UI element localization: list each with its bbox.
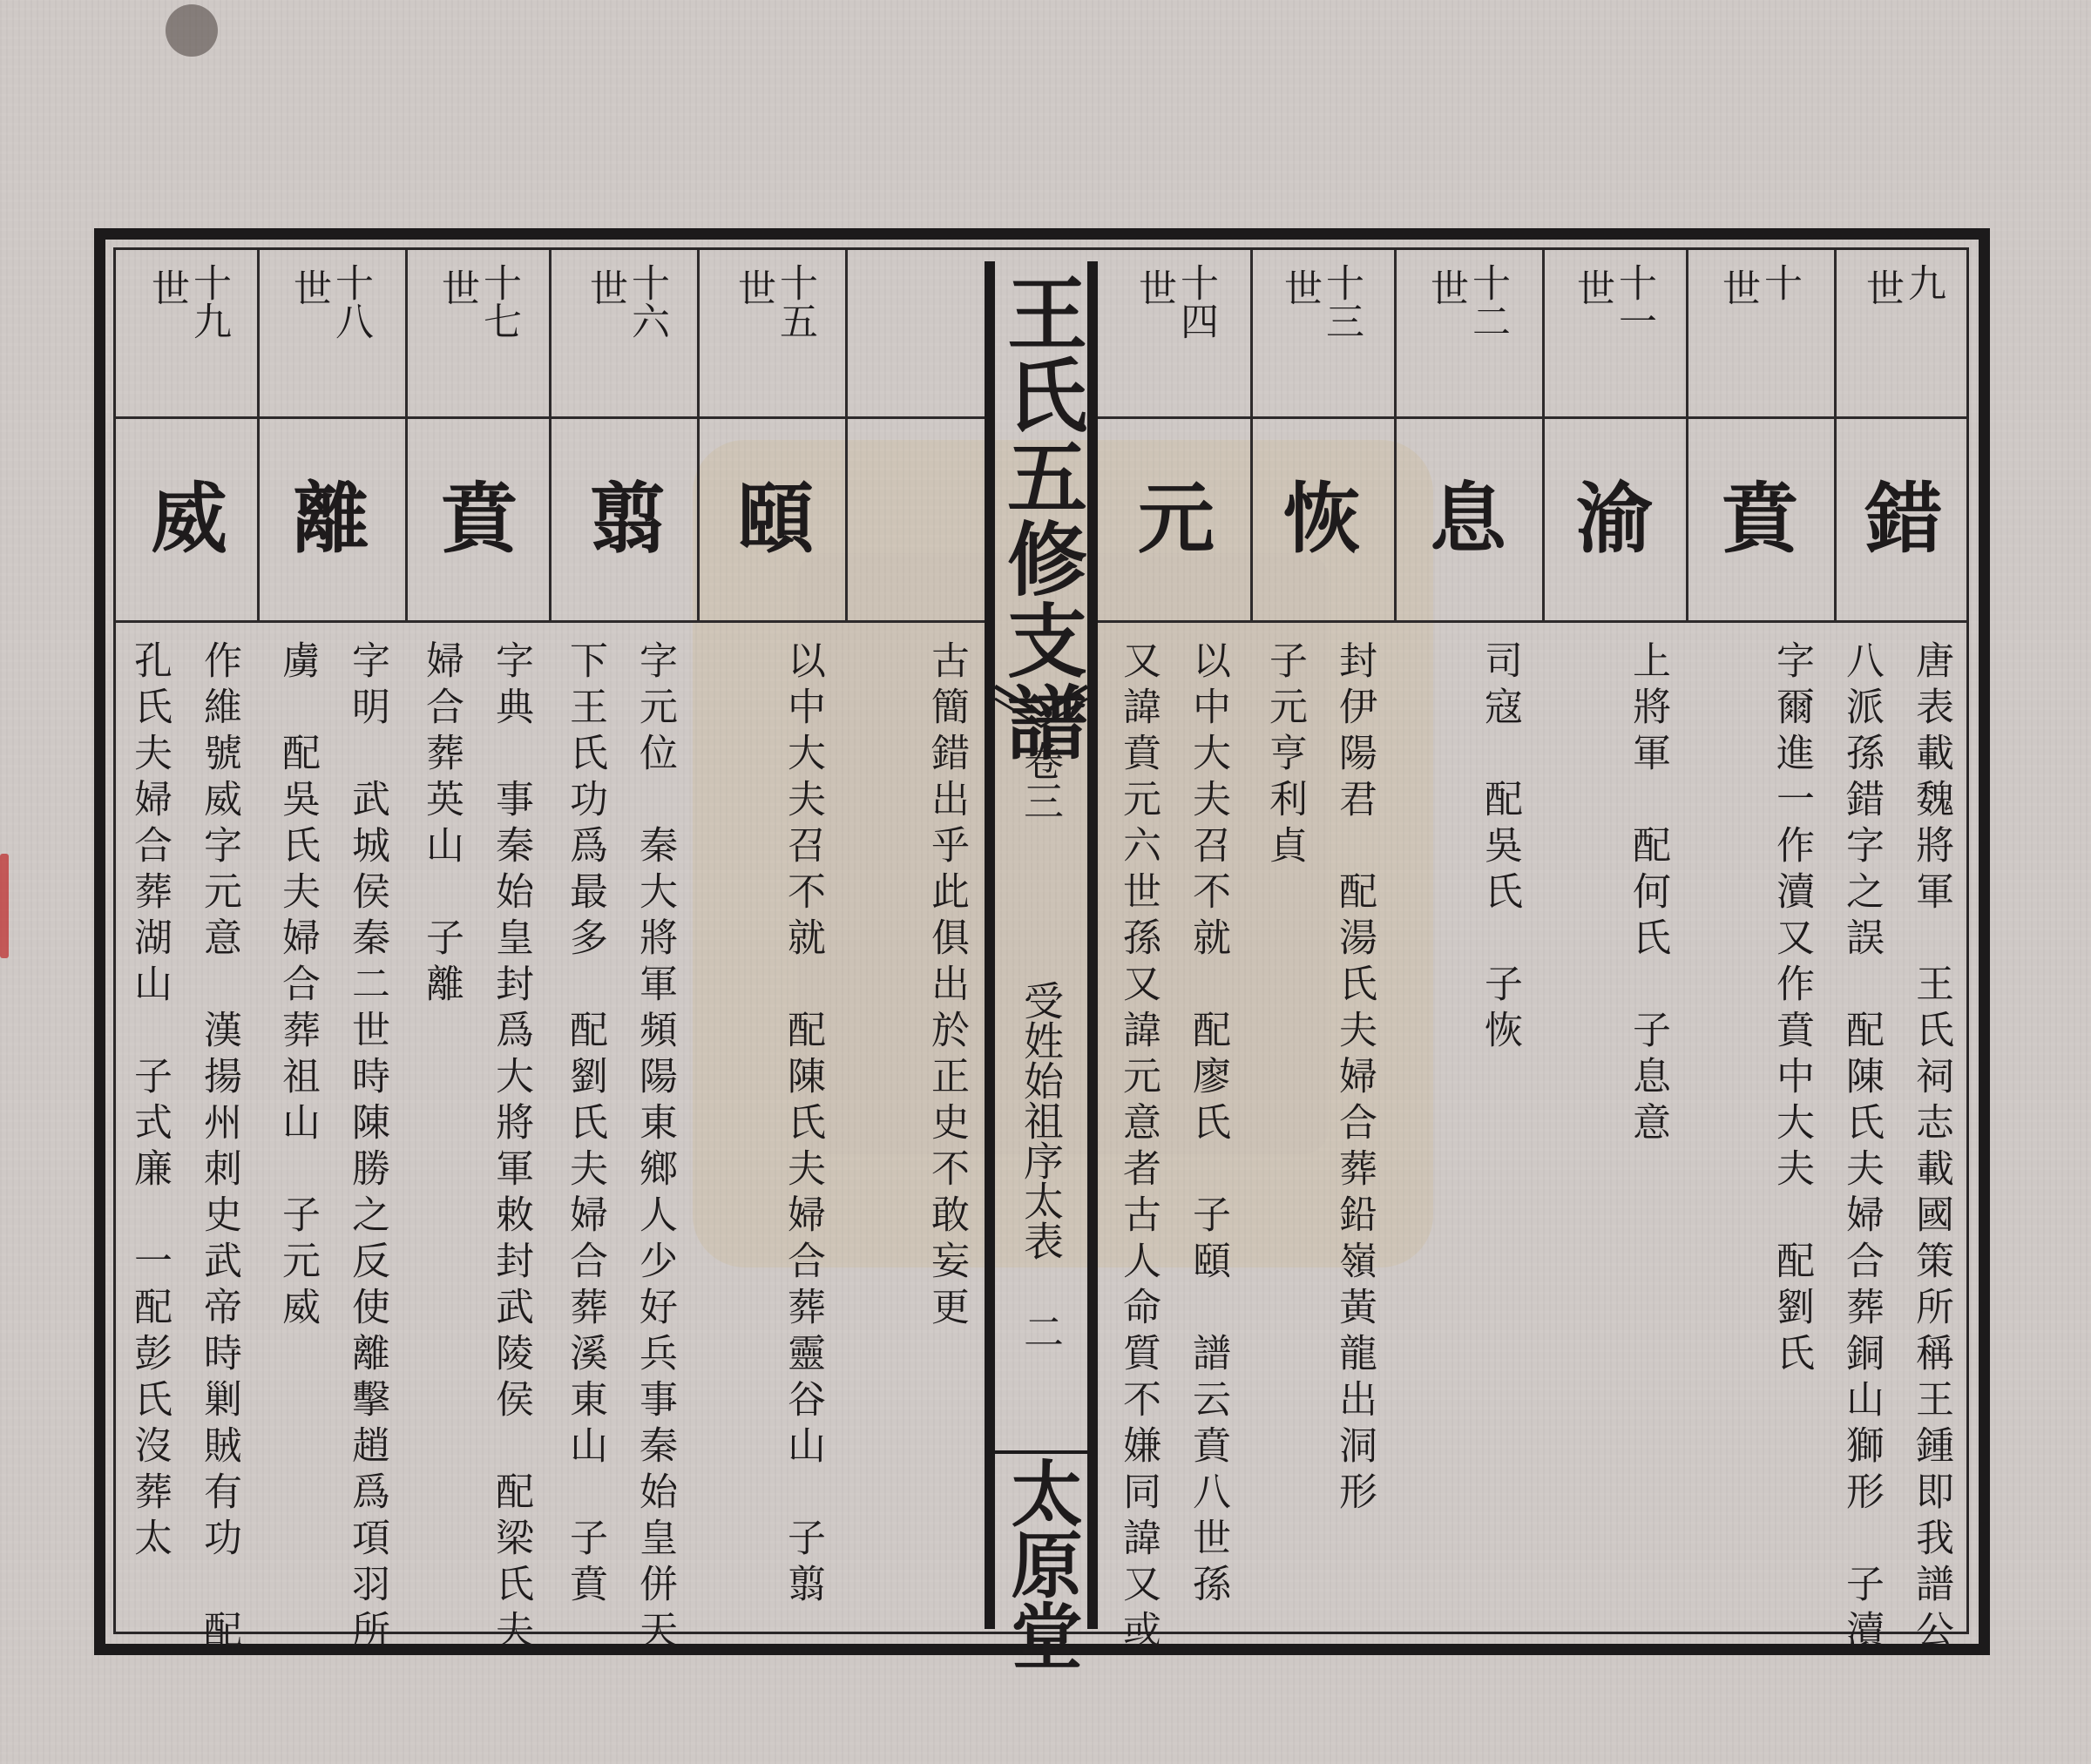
generation-header: 十 世 [1715, 263, 1802, 307]
rule-under-generation-row [116, 416, 987, 419]
column-divider [1394, 250, 1397, 623]
section-title: 受姓始祖序太表 [1018, 980, 1065, 1260]
generation-header: 九 世 [1859, 263, 1946, 307]
book-title: 王氏五修支譜 [994, 272, 1088, 763]
generation-header: 十九 世 [145, 263, 231, 340]
paper-stain [166, 4, 218, 57]
column-divider [1834, 250, 1837, 623]
biography-column: 字典 事秦始皇封爲大將軍敕封武陵侯 配梁氏夫 [489, 640, 533, 1656]
ancestor-name: 錯 [1864, 473, 1942, 564]
column-divider [257, 250, 260, 623]
biography-column: 孔氏夫婦合葬湖山 子式廉 一配彭氏沒葬太 [127, 640, 172, 1564]
ancestor-name: 翦 [588, 473, 666, 564]
rule-under-name-row [116, 620, 987, 623]
generation-header: 十七 世 [435, 263, 521, 340]
biography-column: 作維號威字元意 漢揚州刺史武帝時剿賊有功 配 [197, 640, 241, 1656]
ancestor-name: 恢 [1282, 473, 1360, 564]
biography-column: 八派孫錯字之誤 配陳氏夫婦合葬銅山獅形 子瀆 [1839, 640, 1884, 1656]
column-divider [845, 250, 848, 623]
page-number: 二 [1018, 1311, 1065, 1351]
biography-column: 字元位 秦大將軍頻陽東鄉人少好兵事秦始皇併天 [633, 640, 677, 1656]
red-ink-mark [0, 854, 9, 958]
biography-column: 字明 武城侯秦二世時陳勝之反使離擊趙爲項羽所 [345, 640, 389, 1656]
hall-name: 太原堂 [999, 1456, 1083, 1671]
generation-header: 十一 世 [1570, 263, 1656, 340]
column-divider [697, 250, 700, 623]
ancestor-name: 頤 [736, 473, 814, 564]
generation-header: 十二 世 [1424, 263, 1510, 340]
biography-column: 司寇 配吳氏 子恢 [1478, 640, 1522, 1056]
biography-column: 上將軍 配何氏 子息意 [1626, 640, 1670, 1148]
ancestor-name: 賁 [1721, 473, 1798, 564]
ancestor-name: 渝 [1575, 473, 1653, 564]
column-divider [1686, 250, 1688, 623]
ancestor-name: 息 [1429, 473, 1506, 564]
ancestor-name: 威 [150, 473, 227, 564]
ancestor-name: 元 [1137, 473, 1215, 564]
biography-column: 虜 配吳氏夫婦合葬祖山 子元威 [275, 640, 320, 1333]
column-divider [1250, 250, 1253, 623]
fish-tail-mark-icon [995, 679, 1087, 732]
biography-column: 唐表載魏將軍 王氏祠志載國策所稱王鍾即我譜公 [1909, 640, 1953, 1656]
biography-column: 封伊陽君 配湯氏夫婦合葬鉛嶺黃龍出洞形 [1332, 640, 1377, 1517]
biography-column: 婦合葬英山 子離 [419, 640, 464, 1010]
generation-header: 十六 世 [583, 263, 669, 340]
ancestor-name: 離 [292, 473, 369, 564]
biography-column: 以中大夫召不就 配廖氏 子頤 譜云賁八世孫 [1186, 640, 1230, 1610]
biography-column: 子元亨利貞 [1262, 640, 1307, 871]
generation-header: 十三 世 [1277, 263, 1364, 340]
editorial-note: 古簡錯出乎此俱出於正史不敢妄更 [924, 640, 969, 1333]
column-divider [549, 250, 552, 623]
biography-column: 又諱賁元六世孫又諱元意者古人命質不嫌同諱又或 [1116, 640, 1161, 1656]
column-divider [1542, 250, 1545, 623]
column-divider [405, 250, 408, 623]
volume-label: 卷三 [1018, 740, 1065, 821]
biography-column: 下王氏功爲最多 配劉氏夫婦合葬溪東山 子賁 [563, 640, 607, 1610]
generation-header: 十五 世 [731, 263, 817, 340]
biography-column: 字爾進一作瀆又作賁中大夫 配劉氏 [1770, 640, 1814, 1379]
generation-header: 十四 世 [1132, 263, 1218, 340]
ancestor-name: 賁 [440, 473, 518, 564]
generation-header: 十八 世 [287, 263, 373, 340]
biography-column: 以中大夫召不就 配陳氏夫婦合葬靈谷山 子翦 [781, 640, 825, 1610]
